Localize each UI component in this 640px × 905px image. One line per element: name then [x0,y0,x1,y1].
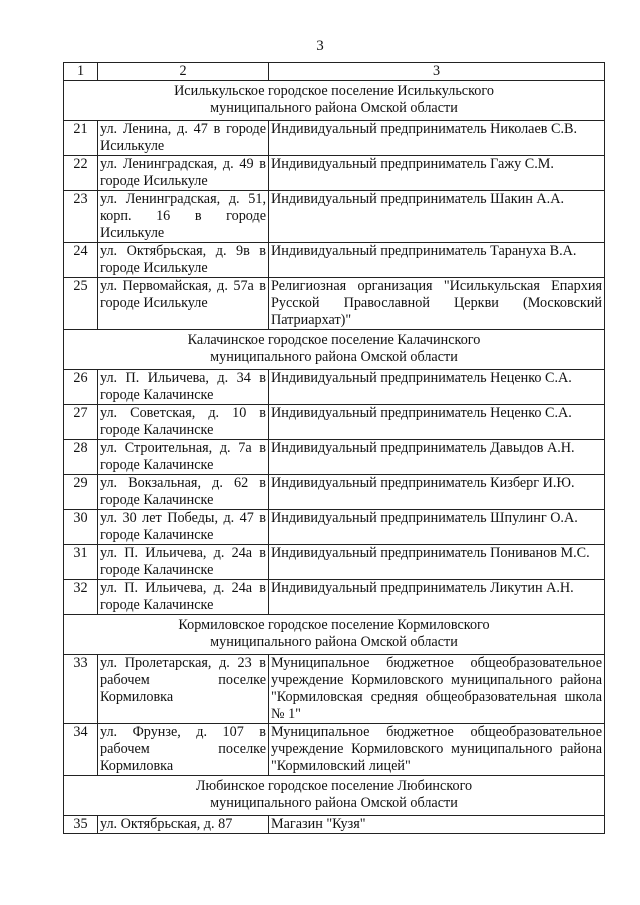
section-title [64,615,605,655]
section-title-line-2: муниципального района Омской области [210,349,458,365]
row-owner: Муниципальное бюджетное общеобразовательное учреждение Кормиловского муниципального района "Кормиловская средняя общеобразовательная школа № 1" [269,655,605,724]
row-number: 29 [64,475,98,510]
row-number: 25 [64,278,98,330]
row-number: 33 [64,655,98,724]
section-title-line-2: муниципального района Омской области [210,795,458,811]
row-owner: Индивидуальный предприниматель Неценко С.А. [269,405,605,440]
row-owner: Индивидуальный предприниматель Шакин А.А. [269,191,605,243]
row-address: ул. П. Ильичева, д. 34 в городе Калачинске [98,370,269,405]
section-title-line-2: муниципального района Омской области [210,634,458,650]
registry-table [63,62,605,834]
row-address: ул. Ленина, д. 47 в городе Исилькуле [98,121,269,156]
row-address: ул. 30 лет Победы, д. 47 в городе Калачинске [98,510,269,545]
table-row [64,370,605,405]
row-number: 21 [64,121,98,156]
row-number: 24 [64,243,98,278]
section-header-row [64,330,605,370]
table-header-row [64,63,605,81]
section-title-line-1: Кормиловское городское поселение Кормиловского [178,617,490,633]
table-row [64,510,605,545]
section-title [64,81,605,121]
row-owner: Индивидуальный предприниматель Гажу С.М. [269,156,605,191]
table-row [64,405,605,440]
row-owner: Индивидуальный предприниматель Ликутин А.Н. [269,580,605,615]
table-row [64,580,605,615]
row-owner: Муниципальное бюджетное общеобразовательное учреждение Кормиловского муниципального района "Кормиловский лицей" [269,724,605,776]
row-number: 27 [64,405,98,440]
section-title-line-1: Калачинское городское поселение Калачинского [187,332,481,348]
header-col-2: 2 [98,63,269,81]
table-row [64,655,605,724]
row-number: 34 [64,724,98,776]
table-row [64,243,605,278]
table-row [64,816,605,834]
section-header-row [64,81,605,121]
table-row [64,278,605,330]
row-address: ул. П. Ильичева, д. 24а в городе Калачинске [98,580,269,615]
section-title [64,776,605,816]
row-number: 35 [64,816,98,834]
table-row [64,440,605,475]
header-col-1: 1 [64,63,98,81]
page-number: 3 [316,38,324,54]
table-row [64,545,605,580]
row-owner: Индивидуальный предприниматель Неценко С.А. [269,370,605,405]
row-owner: Индивидуальный предприниматель Давыдов А.Н. [269,440,605,475]
row-address: ул. Октябрьская, д. 9в в городе Исилькуле [98,243,269,278]
row-address: ул. Фрунзе, д. 107 в рабочем поселке Кормиловка [98,724,269,776]
section-title-line-2: муниципального района Омской области [210,100,458,116]
row-owner: Индивидуальный предприниматель Шпулинг О.А. [269,510,605,545]
section-title-line-1: Исилькульское городское поселение Исилькульского [174,83,494,99]
section-title [64,330,605,370]
row-address: ул. Ленинградская, д. 51, корп. 16 в городе Исилькуле [98,191,269,243]
row-address: ул. Вокзальная, д. 62 в городе Калачинске [98,475,269,510]
row-address: ул. П. Ильичева, д. 24а в городе Калачинске [98,545,269,580]
section-header-row [64,615,605,655]
header-col-3: 3 [269,63,605,81]
row-number: 28 [64,440,98,475]
table-row [64,191,605,243]
row-number: 23 [64,191,98,243]
row-number: 22 [64,156,98,191]
row-address: ул. Ленинградская, д. 49 в городе Исилькуле [98,156,269,191]
table-row [64,724,605,776]
table-row [64,121,605,156]
row-number: 31 [64,545,98,580]
section-title-line-1: Любинское городское поселение Любинского [195,778,473,794]
row-address: ул. Пролетарская, д. 23 в рабочем поселке Кормиловка [98,655,269,724]
row-owner: Индивидуальный предприниматель Николаев С.В. [269,121,605,156]
row-address: ул. Первомайская, д. 57а в городе Исилькуле [98,278,269,330]
row-address: ул. Советская, д. 10 в городе Калачинске [98,405,269,440]
row-number: 32 [64,580,98,615]
row-address: ул. Октябрьская, д. 87 [98,816,269,834]
row-owner: Магазин "Кузя" [269,816,605,834]
table-row [64,156,605,191]
section-header-row [64,776,605,816]
row-address: ул. Строительная, д. 7а в городе Калачинске [98,440,269,475]
row-number: 26 [64,370,98,405]
row-owner: Индивидуальный предприниматель Тарануха В.А. [269,243,605,278]
table-row [64,475,605,510]
row-owner: Индивидуальный предприниматель Пониванов М.С. [269,545,605,580]
row-owner: Индивидуальный предприниматель Кизберг И.Ю. [269,475,605,510]
row-owner: Религиозная организация "Исилькульская Епархия Русской Православной Церкви (Московский Патриархат)" [269,278,605,330]
row-number: 30 [64,510,98,545]
